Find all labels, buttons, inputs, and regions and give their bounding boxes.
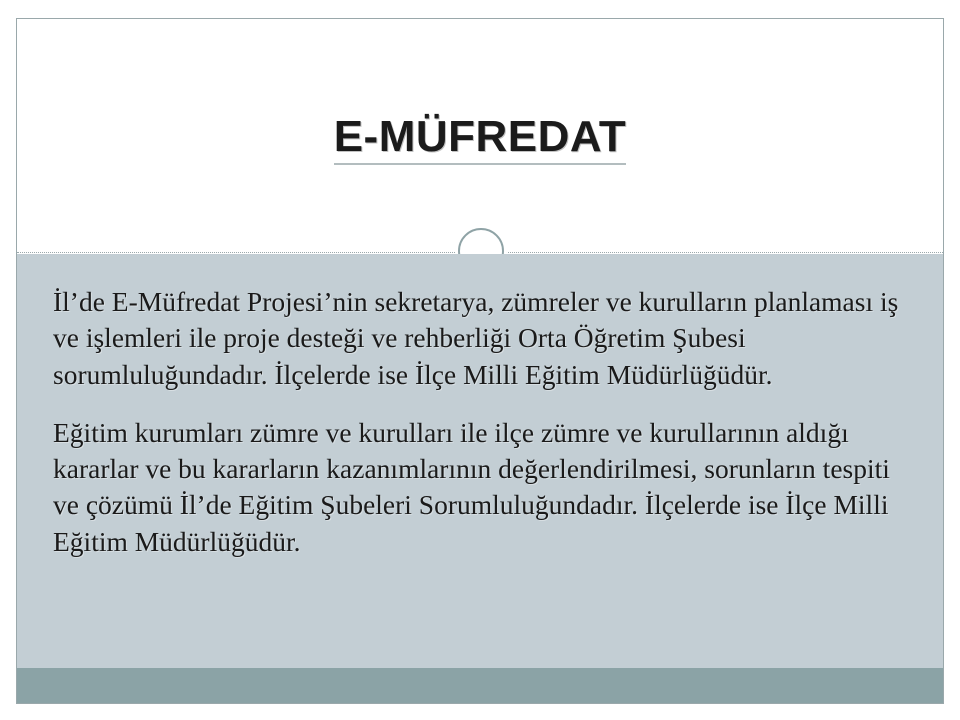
title-area [17,19,943,259]
body-paragraph-2: Eğitim kurumları zümre ve kurulları ile ilçe zümre ve kurullarının aldığı kararlar ve bu kararların kazanımlarının değerlendirilmesi, sorunların tespiti ve çözümü İl’de Eğitim Şubeleri Sorumluluğundadır. İlçelerde ise İlçe Milli Eğitim Müdürlüğüdür. [53,416,890,557]
page-title: E-MÜFREDAT [334,113,627,165]
bottom-accent-band [17,668,943,703]
body-panel [17,254,943,703]
body-paragraph-1: İl’de E-Müfredat Projesi’nin sekretarya, zümreler ve kurulların planlaması iş ve işlemleri ile proje desteği ve rehberliği Orta Öğretim Şubesi sorumluluğundadır. İlçelerde ise İlçe Milli Eğitim Müdürlüğüdür. [53,286,899,390]
